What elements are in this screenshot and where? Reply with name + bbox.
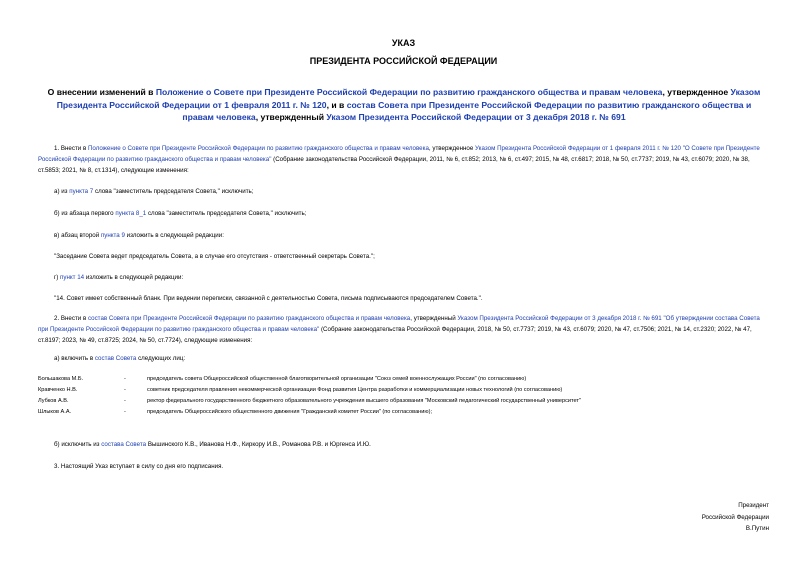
link-point-7[interactable]: пункта 7 xyxy=(69,188,94,195)
member-description: председатель Общероссийского общественного движения "Гражданский комитет России" (по согласованию); xyxy=(147,409,433,415)
member-name: Шлыков А.А. xyxy=(38,409,72,415)
member-dash: - xyxy=(124,409,126,415)
members-table xyxy=(38,376,778,420)
member-description: председатель совета Общероссийской общественной благотворительной организации "Союз семей военнослужащих России" (по согласованию) xyxy=(147,376,527,382)
paragraph-item-1g: г) пункт 14 изложить в следующей редакции: xyxy=(54,274,184,281)
quote-item-1g: "14. Совет имеет собственный бланк. При ведении переписки, связанной с деятельностью Совета, письма подписываются председателем Совета.". xyxy=(54,295,483,302)
member-name: Большакова М.Б. xyxy=(38,376,84,382)
document-subtitle: ПРЕЗИДЕНТА РОССИЙСКОЙ ФЕДЕРАЦИИ xyxy=(309,56,498,66)
paragraph-item-2: 2. Внести в состав Совета при Президенте Российской Федерации по развитию гражданского общества и правам человека, утвержденный Указом Президента Российской Федерации от 3 декабря 2018 г. № 691 "Об утверждении состава Совета при Президенте Российской Федерации по развитию гражданского общества и правам человека" (Собрание законодательства Российской Федерации, 2018, № 50, ст.7737; 2019, № 43, ст.6079; 2020, № 47, ст.7506; 2021, № 14, ст.2320; 2022, № 47, ст.8197; 2023, № 49, ст.8725; 2024, № 50, ст.7724), следующие изменения: xyxy=(38,315,760,344)
link-regulation-item1[interactable]: Положение о Совете при Президенте Российской Федерации по развитию гражданского общества и правам человека xyxy=(87,145,429,152)
member-dash: - xyxy=(124,387,126,393)
table-row xyxy=(38,398,778,409)
paragraph-item-3: 3. Настоящий Указ вступает в силу со дня его подписания. xyxy=(54,463,224,470)
paragraph-item-1b: б) из абзаца первого пункта 8_1 слова "заместитель председателя Совета," исключить; xyxy=(54,210,307,217)
link-council-composition[interactable]: состав Совета при Президенте Российской Федерации по развитию гражданского общества и правам человека xyxy=(182,99,752,122)
member-description: советник председателя правления некоммерческой организации Фонд развития Центра разработки и коммерциализации новых технологий (по согласованию) xyxy=(147,387,563,393)
link-council-composition-item2[interactable]: состав Совета при Президенте Российской Федерации по развитию гражданского общества и правам человека xyxy=(87,315,411,322)
signature-position: Президент xyxy=(738,502,769,509)
link-council-composition-2a[interactable]: состав Совета xyxy=(94,355,137,362)
member-description: ректор федерального государственного бюджетного образовательного учреждения высшего образования "Московский педагогический государственный университет" xyxy=(147,398,581,404)
paragraph-item-2b: б) исключить из состава Совета Вышинского К.В., Иванова Н.Ф., Киркору И.В., Романова Р.В. и Юргенса И.Ю. xyxy=(54,441,371,448)
link-point-9[interactable]: пункта 9 xyxy=(100,232,125,239)
link-regulation[interactable]: Положение о Совете при Президенте Российской Федерации по развитию гражданского общества и правам человека xyxy=(155,87,663,97)
link-point-8-1[interactable]: пункта 8_1 xyxy=(115,210,147,217)
quote-item-1v: "Заседание Совета ведет председатель Совета, а в случае его отсутствия - ответственный секретарь Совета."; xyxy=(54,253,375,260)
member-name: Кравченко Н.В. xyxy=(38,387,78,393)
link-decree-120[interactable]: Указом Президента Российской Федерации от 1 февраля 2011 г. № 120 xyxy=(56,87,761,110)
table-row xyxy=(38,409,778,420)
table-row xyxy=(38,376,778,387)
link-point-14[interactable]: пункт 14 xyxy=(60,274,85,281)
table-row xyxy=(38,387,778,398)
document-title: УКАЗ xyxy=(391,38,416,48)
link-council-composition-2b[interactable]: состава Совета xyxy=(101,441,147,448)
member-dash: - xyxy=(124,398,126,404)
link-decree-691-item2[interactable]: Указом Президента Российской Федерации от 3 декабря 2018 г. № 691 "Об утверждении состава Совета при Президенте Российской Федерации по развитию гражданского общества и правам человека" xyxy=(38,315,760,333)
paragraph-item-1v: в) абзац второй пункта 9 изложить в следующей редакции: xyxy=(54,232,224,239)
member-name: Лубков А.В. xyxy=(38,398,69,404)
paragraph-item-1: 1. Внести в Положение о Совете при Президенте Российской Федерации по развитию гражданского общества и правам человека, утвержденное Указом Президента Российской Федерации от 1 февраля 2011 г. № 120 "О Совете при Президенте Российской Федерации по развитию гражданского общества и правам человека" (Собрание законодательства Российской Федерации, 2011, № 6, ст.852; 2013, № 6, ст.497; 2015, № 48, ст.6817; 2018, № 50, ст.7737; 2019, № 43, ст.6079; 2020, № 38, ст.5853; 2021, № 8, ст.1314), следующие изменения: xyxy=(38,145,760,174)
decree-heading: О внесении изменений в Положение о Совете при Президенте Российской Федерации по развитию гражданского общества и правам человека, утвержденное Указом Президента Российской Федерации от 1 февраля 2011 г. № 120, и в состав Совета при Президенте Российской Федерации по развитию гражданского общества и правам человека, утвержденный Указом Президента Российской Федерации от 3 декабря 2018 г. № 691 xyxy=(47,87,761,122)
signature-country: Российской Федерации xyxy=(701,513,769,521)
signature-block xyxy=(702,500,769,535)
link-decree-120-item1[interactable]: Указом Президента Российской Федерации от 1 февраля 2011 г. № 120 "О Совете при Президенте Российской Федерации по развитию гражданского общества и правам человека" xyxy=(38,145,760,163)
paragraph-item-1a: а) из пункта 7 слова "заместитель председателя Совета," исключить; xyxy=(54,188,254,195)
link-decree-691[interactable]: Указом Президента Российской Федерации от 3 декабря 2018 г. № 691 xyxy=(326,112,626,122)
member-dash: - xyxy=(124,376,126,382)
paragraph-item-2a: а) включить в состав Совета следующих лиц: xyxy=(54,355,186,362)
signature-name: В.Путин xyxy=(745,525,769,532)
